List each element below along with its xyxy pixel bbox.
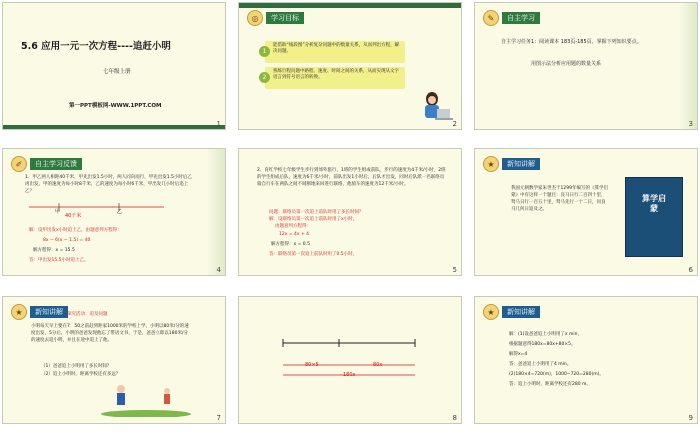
distance-label: 40千米 — [65, 213, 82, 219]
solution-line-3: 解得x=4 — [509, 352, 528, 357]
slide-thumb-9[interactable] — [474, 296, 698, 424]
book-title: 算学启蒙 — [642, 194, 666, 213]
slide-subtitle: 七年级上册 — [103, 69, 131, 75]
site-label: 第一PPT模板网-WWW.1PPT.COM — [69, 103, 162, 109]
label-jia: 甲 — [55, 209, 61, 215]
slide-header: 新知讲解 — [502, 306, 540, 318]
slide-header: 自主学习反馈 — [30, 158, 82, 170]
star-icon: ★ — [483, 156, 499, 172]
running-people-illustration — [101, 381, 191, 417]
slide-header: 新知讲解 — [502, 158, 540, 170]
woman-at-laptop-illustration — [417, 91, 453, 125]
slide-top-bar — [239, 3, 461, 8]
segment-label-2: 80x — [373, 362, 383, 368]
solution-line-1: 解：(1)设爸爸追上小明用了x min， — [509, 332, 582, 337]
solve-text: 解方程得：x = 15.5 — [33, 248, 75, 253]
answer-setup: 解：设联络员第一次追上前队时用了x小时， — [269, 217, 358, 222]
slide-number: 5 — [452, 266, 457, 274]
answer-text: 答：联络员第一次追上前队时用了0.5小时。 — [269, 252, 358, 257]
solve-text: 解方程得：x = 0.5 — [271, 242, 310, 247]
side-decoration — [207, 149, 225, 275]
slide-number: 4 — [216, 266, 221, 274]
slide-thumb-2[interactable] — [238, 2, 462, 130]
slide-title: 5.6 应用一元一次方程----追赶小明 — [21, 41, 171, 52]
answer-setup-2: 由题意列方程得： — [275, 224, 311, 229]
slide-number: 3 — [688, 120, 693, 128]
slide-number: 8 — [452, 414, 457, 422]
problem-text: 2．育红学校七年级学生步行到郊外旅行，1班的学生组成前队，步行的速度为4千米/小时，2班的学生组成后队，速度为6千米/小时，前队出发1小时后，后队才出发，同时后队派一名联络员骑自行车在两队之间不间断地来回进行联络，他骑车的速度为12千米/小时。 — [257, 168, 446, 187]
book-icon: ✎ — [483, 10, 499, 26]
target-icon: ◎ — [247, 10, 263, 26]
body-text: 我国元朝数学家朱世杰于1299年编写的《算学启蒙》中有这样一个题目：良马日行二百四十里，驽马日行一百五十里，驽马先行一十二日，问良马几何日追及之。 — [511, 186, 608, 212]
goal-number-1: 1 — [259, 46, 270, 57]
side-decoration — [679, 3, 697, 129]
slide-thumb-1[interactable] — [2, 2, 226, 130]
slide-number: 7 — [216, 414, 221, 422]
answer-text: 答：甲出发15.5小时追上乙。 — [29, 258, 89, 263]
goal-1: 1 能借助“线段图”分析复杂问题中的数量关系，从而列出方程，解决问题。 — [265, 41, 405, 63]
solution-line-6: 答：追上小明时，距离学校还有280 m。 — [509, 382, 591, 387]
slide-thumb-8[interactable] — [238, 296, 462, 424]
goal-2: 2 熟练行程问题中路程、速度、时间之间的关系，从而实现从文字语言到符号语言的转换。 — [265, 67, 405, 89]
slide-footer-bar — [3, 125, 225, 129]
book-cover-image — [625, 177, 683, 257]
problem-text: 1．甲乙两人相距40千米，甲先出发1.5小时，两人同向而行，甲先出发1.5小时后乙再出发，甲的速度为每小时8千米，乙的速度为每小时6千米，甲出发几小时后追上乙？ — [25, 175, 192, 194]
segment-label-1: 80×5 — [305, 362, 319, 368]
question-1: 问题：联络员第一次追上前队时用了多长时间？ — [269, 210, 364, 215]
equation: 12x = 4x + 4 — [279, 232, 310, 237]
question-1: （1）爸爸追上小明用了多长时间？ — [41, 364, 112, 369]
slide-thumb-4[interactable] — [2, 148, 226, 276]
slide-thumb-3[interactable] — [474, 2, 698, 130]
star-icon: ★ — [483, 304, 499, 320]
answer-setup: 解：设甲出发x小时追上乙，由题意列方程得： — [29, 228, 122, 233]
slide-thumb-7[interactable] — [2, 296, 226, 424]
segment-label-3: 180x — [343, 372, 356, 378]
star-icon: ★ — [11, 304, 27, 320]
body-text: 小明每天早上要在7：50之前赶到距家1000米的学校上学，小明以80米/分的速度出发，5分后，小明的爸爸发现他忘了带语文书，于是，爸爸立即以180米/分的速度去追小明，并且在途中追上了他。 — [31, 324, 189, 343]
slide-thumb-5[interactable] — [238, 148, 462, 276]
task-text: 自主学习任务1：阅读课本 183页-185页，掌握下列知识要点。 — [501, 39, 642, 45]
slide-number: 1 — [216, 120, 221, 128]
slide-header: 学习目标 — [266, 12, 304, 24]
line-diagram — [29, 199, 169, 221]
pencil-icon: ✐ — [11, 156, 27, 172]
solution-line-2: 根据题意得180x=80x+80×5。 — [509, 342, 576, 347]
note-text: 用图示法分析应用题的数量关系 — [531, 61, 602, 67]
solution-line-5: (2)180×4=720(m)，1000−720=280(m)。 — [509, 372, 604, 377]
goal-number-2: 2 — [259, 72, 270, 83]
equation: 8x − 6(x − 1.5) = 40 — [43, 238, 91, 243]
slide-number: 2 — [452, 120, 457, 128]
slide-thumb-6[interactable] — [474, 148, 698, 276]
slide-header: 自主学习 — [502, 12, 540, 24]
slide-header: 新知讲解 — [30, 306, 68, 318]
slide-number: 6 — [688, 266, 693, 274]
topic-label: 探究活动：追及问题 — [67, 312, 108, 317]
question-2: （2）追上小明时，距离学校还有多远？ — [41, 372, 121, 377]
label-yi: 乙 — [117, 209, 123, 215]
slide-number: 9 — [688, 414, 693, 422]
solution-line-4: 答：爸爸追上小明用了4 min。 — [509, 362, 572, 367]
